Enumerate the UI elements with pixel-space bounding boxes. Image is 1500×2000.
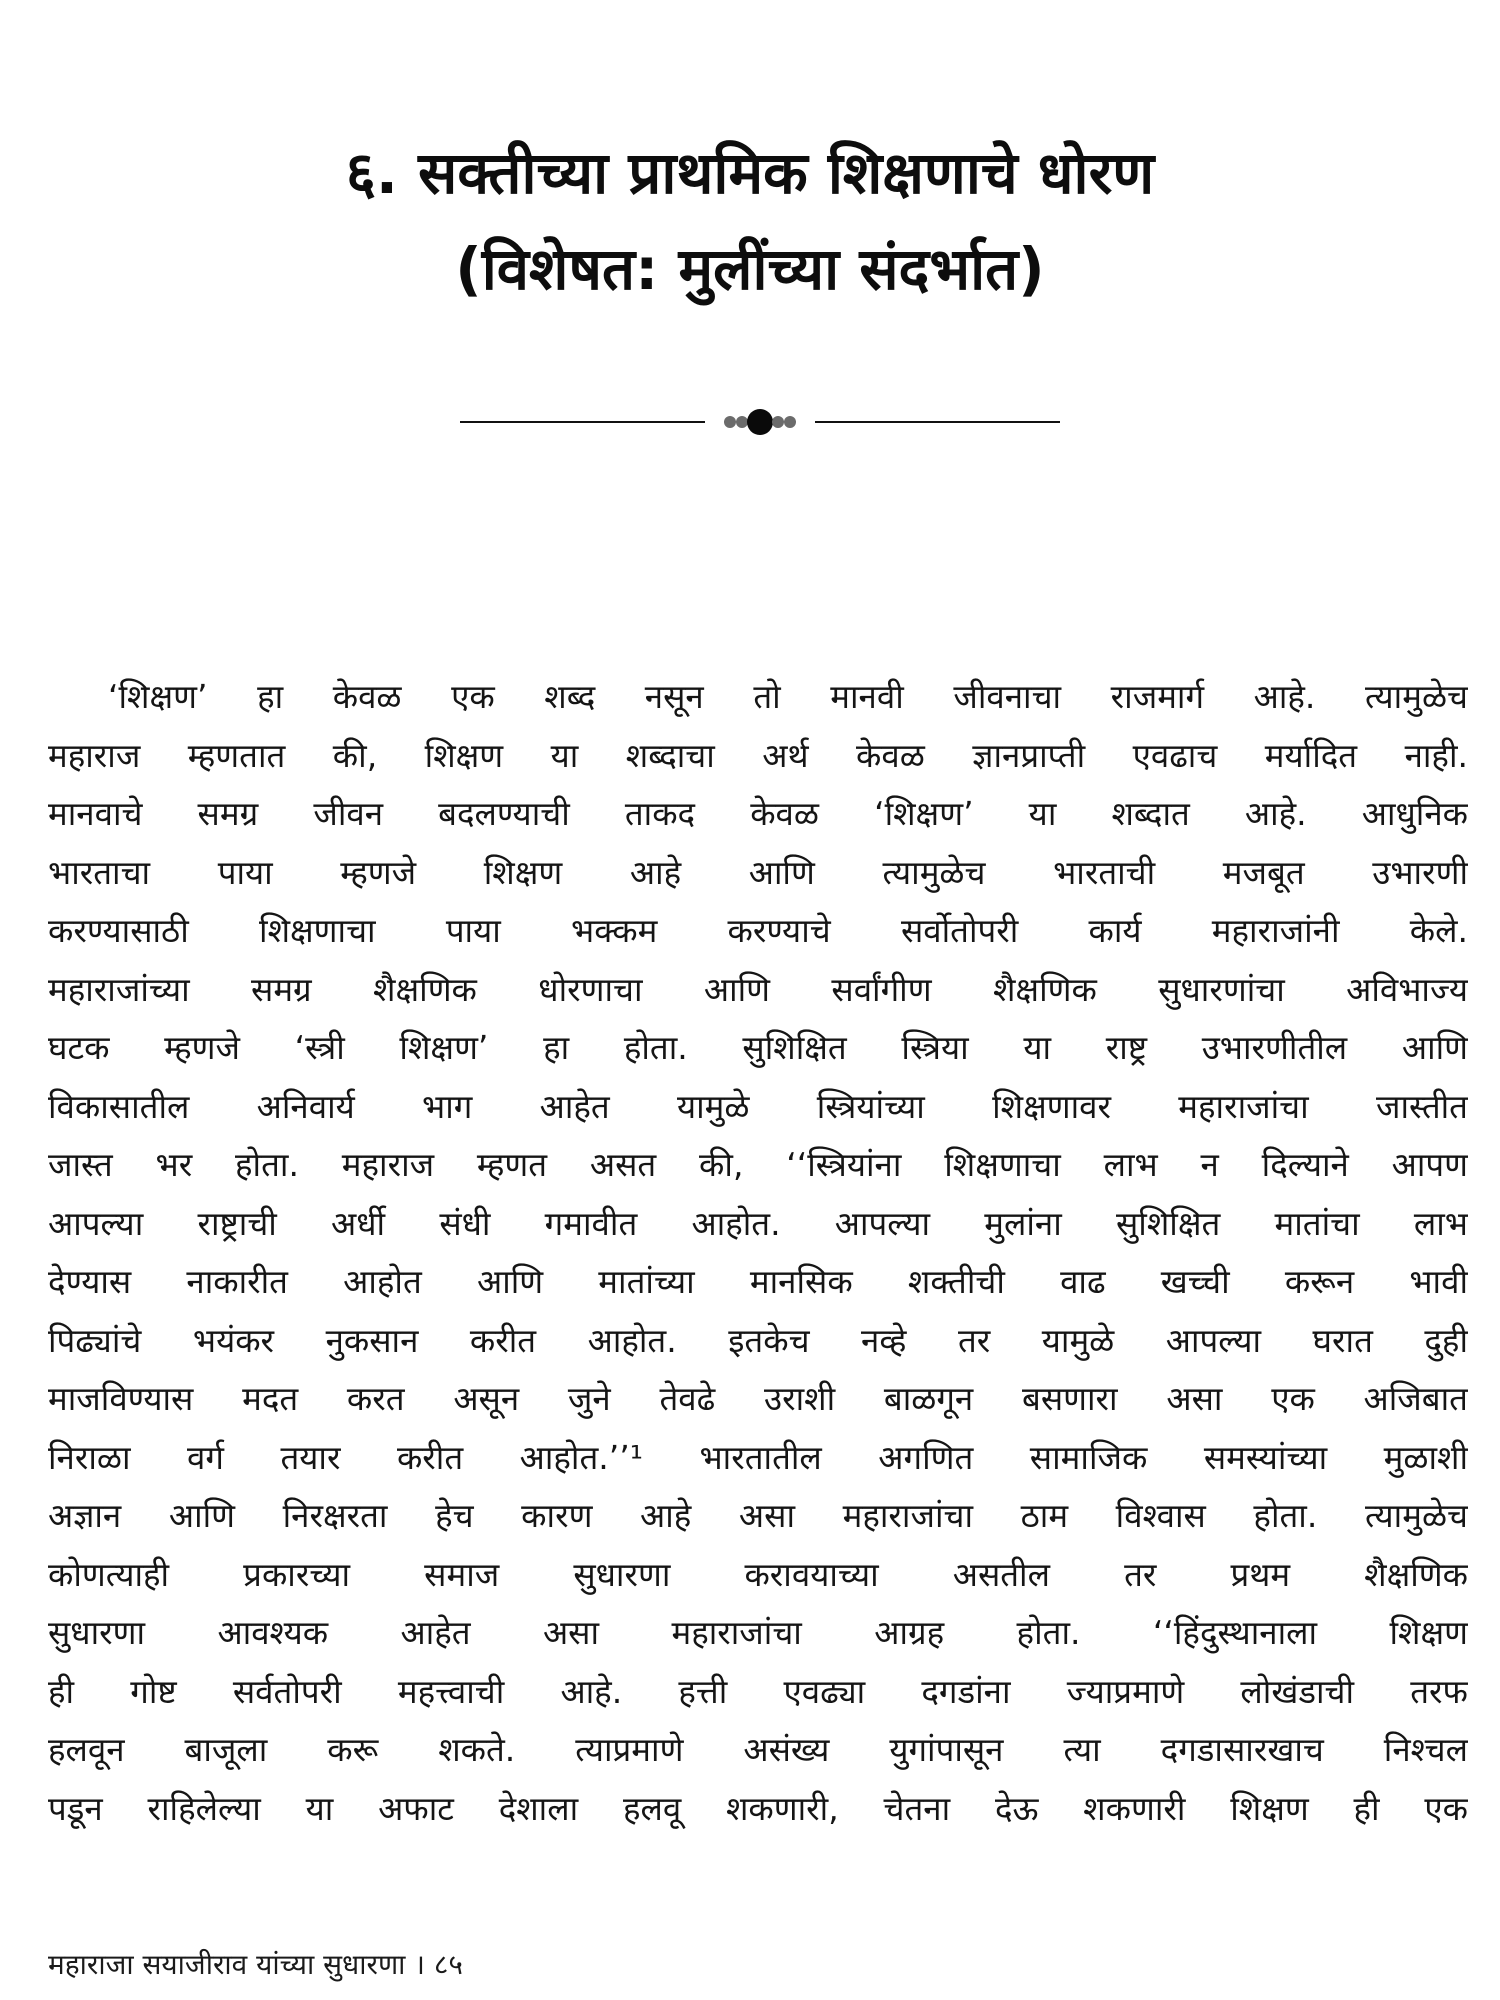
body-line: कोणत्याही प्रकारच्या समाज सुधारणा करावयाच्या असतील तर प्रथम शैक्षणिक bbox=[48, 1554, 1468, 1594]
body-line: महाराज म्हणतात की, शिक्षण या शब्दाचा अर्थ केवळ ज्ञानप्राप्ती एवढाच मर्यादित नाही. bbox=[48, 735, 1468, 775]
body-line: पिढ्यांचे भयंकर नुकसान करीत आहोत. इतकेच नव्हे तर यामुळे आपल्या घरात दुही bbox=[48, 1320, 1468, 1360]
body-line: देण्यास नाकारीत आहोत आणि मातांच्या मानसिक शक्तीची वाढ खच्ची करून भावी bbox=[48, 1262, 1468, 1301]
body-line: मानवाचे समग्र जीवन बदलण्याची ताकद केवळ ‘शिक्षण’ या शब्दात आहे. आधुनिक bbox=[48, 794, 1468, 833]
body-line: जास्त भर होता. महाराज म्हणत असत की, ‘‘स्त्रियांना शिक्षणाचा लाभ न दिल्याने आपण bbox=[48, 1145, 1468, 1184]
body-line: सुधारणा आवश्यक आहेत असा महाराजांचा आग्रह होता. ‘‘हिंदुस्थानाला शिक्षण bbox=[48, 1613, 1468, 1652]
divider-ornament-icon bbox=[460, 406, 1060, 436]
body-line: भारताचा पाया म्हणजे शिक्षण आहे आणि त्यामुळेच भारताची मजबूत उभारणी bbox=[48, 852, 1468, 892]
body-line: निराळा वर्ग तयार करीत आहोत.’’¹ भारतातील अगणित सामाजिक समस्यांच्या मुळाशी bbox=[48, 1437, 1468, 1477]
body-line: हलवून बाजूला करू शकते. त्याप्रमाणे असंख्य युगांपासून त्या दगडासारखाच निश्चल bbox=[48, 1730, 1468, 1769]
chapter-title-line-2: (विशेषत: मुलींच्या संदर्भात) bbox=[455, 235, 1045, 303]
body-line: विकासातील अनिवार्य भाग आहेत यामुळे स्त्रियांच्या शिक्षणावर महाराजांचा जास्तीत bbox=[48, 1086, 1468, 1126]
body-line: माजविण्यास मदत करत असून जुने तेवढे उराशी बाळगून बसणारा असा एक अजिबात bbox=[48, 1379, 1468, 1418]
body-line: आपल्या राष्ट्राची अर्धी संधी गमावीत आहोत. आपल्या मुलांना सुशिक्षित मातांचा लाभ bbox=[48, 1203, 1468, 1243]
chapter-title-line-1: ६. सक्तीच्या प्राथमिक शिक्षणाचे धोरण bbox=[345, 139, 1155, 207]
body-line: करण्यासाठी शिक्षणाचा पाया भक्कम करण्याचे सर्वोतोपरी कार्य महाराजांनी केले. bbox=[48, 911, 1468, 950]
page-footer: महाराजा सयाजीराव यांच्या सुधारणा । ८५ bbox=[48, 1948, 463, 1981]
body-line: अज्ञान आणि निरक्षरता हेच कारण आहे असा महाराजांचा ठाम विश्वास होता. त्यामुळेच bbox=[48, 1496, 1468, 1535]
body-line: ‘शिक्षण’ हा केवळ एक शब्द नसून तो मानवी जीवनाचा राजमार्ग आहे. त्यामुळेच bbox=[108, 677, 1468, 716]
body-paragraph bbox=[48, 668, 1468, 1838]
body-line: घटक म्हणजे ‘स्त्री शिक्षण’ हा होता. सुशिक्षित स्त्रिया या राष्ट्र उभारणीतील आणि bbox=[48, 1028, 1468, 1067]
body-line: ही गोष्ट सर्वतोपरी महत्त्वाची आहे. हत्ती एवढ्या दगडांना ज्याप्रमाणे लोखंडाची तरफ bbox=[48, 1671, 1468, 1711]
chapter-title bbox=[0, 125, 1500, 317]
body-line: पडून राहिलेल्या या अफाट देशाला हलवू शकणारी, चेतना देऊ शकणारी शिक्षण ही एक bbox=[48, 1788, 1468, 1828]
body-line: महाराजांच्या समग्र शैक्षणिक धोरणाचा आणि सर्वांगीण शैक्षणिक सुधारणांचा अविभाज्य bbox=[48, 969, 1468, 1009]
